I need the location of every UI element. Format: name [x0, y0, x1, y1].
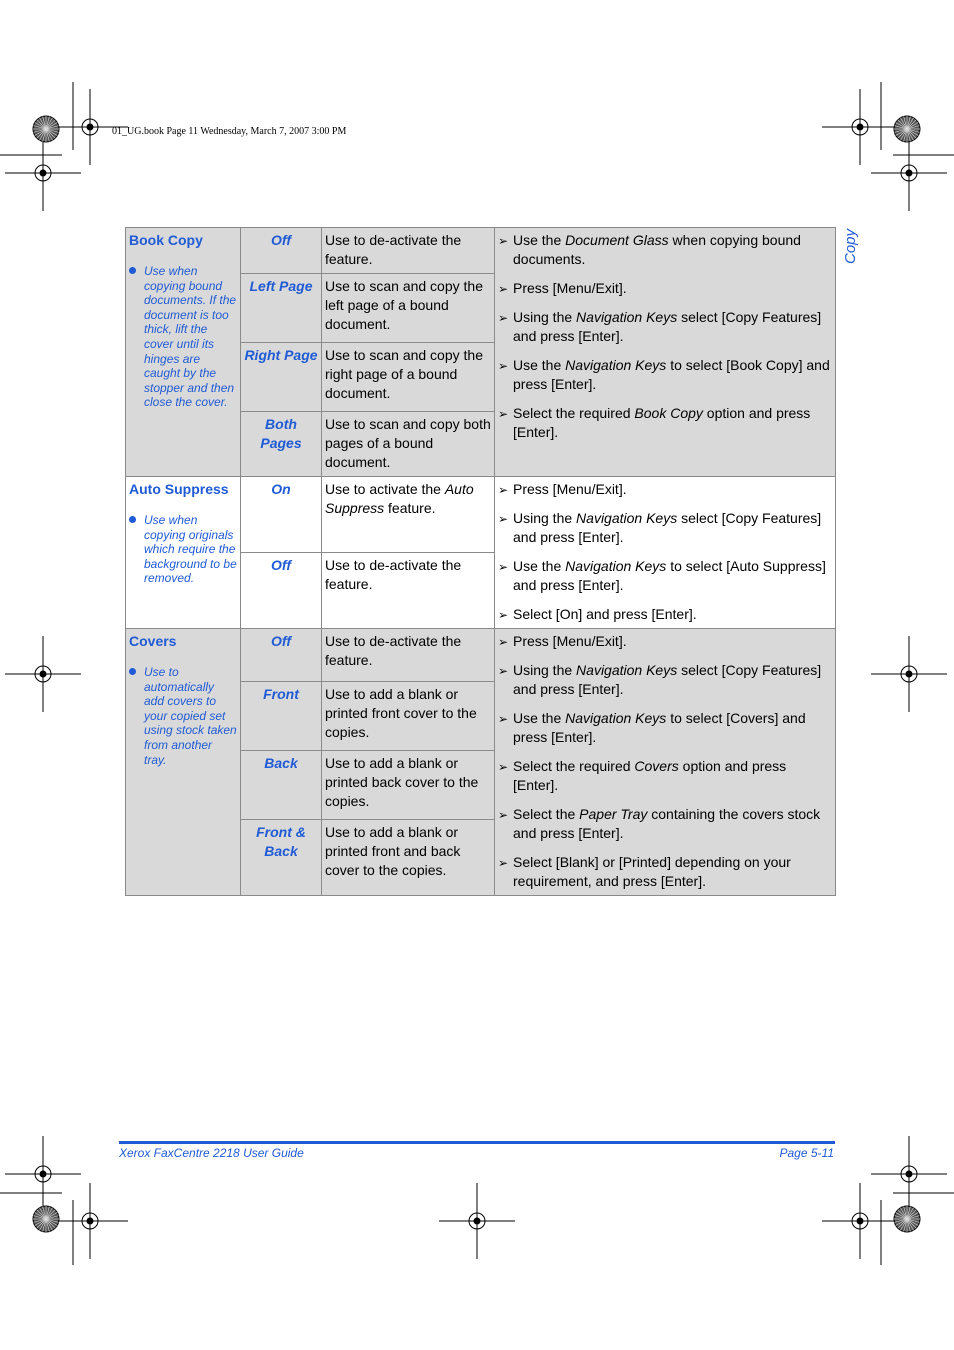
- option-label: Both Pages: [241, 412, 322, 477]
- crosshair-icon: [871, 135, 947, 211]
- feature-cell: [126, 477, 241, 629]
- bullet-icon: [129, 516, 136, 523]
- feature-title: Book Copy: [129, 232, 203, 248]
- crosshair-icon: [822, 1183, 898, 1259]
- footer-guide-title: Xerox FaxCentre 2218 User Guide: [119, 1146, 304, 1160]
- color-registration-icon: [33, 116, 59, 142]
- arrow-bullet-icon: ➢: [498, 282, 509, 296]
- crosshair-icon: [871, 636, 947, 712]
- step-item: ➢ Select the required Covers option and press [Enter].: [498, 758, 787, 793]
- arrow-bullet-icon: ➢: [498, 560, 509, 574]
- step-item: ➢ Use the Navigation Keys to select [Book Copy] and press [Enter].: [498, 357, 830, 392]
- arrow-bullet-icon: ➢: [498, 635, 509, 649]
- step-item: ➢ Using the Navigation Keys select [Copy Features] and press [Enter].: [498, 662, 822, 697]
- feature-cell: [126, 629, 241, 896]
- crosshair-icon: [5, 636, 81, 712]
- feature-note: [129, 513, 237, 586]
- option-label: Off: [241, 629, 322, 682]
- option-label: Front: [241, 682, 322, 751]
- step-item: ➢ Select [On] and press [Enter].: [498, 605, 832, 624]
- bullet-icon: [129, 668, 136, 675]
- color-registration-icon: [894, 116, 920, 142]
- feature-note: [129, 665, 237, 767]
- step-item: ➢ Use the Navigation Keys to select [Auto Suppress] and press [Enter].: [498, 558, 826, 593]
- option-label: Left Page: [241, 274, 322, 343]
- feature-note-text: Use when copying originals which require the background to be removed.: [144, 513, 237, 586]
- option-description: Use to scan and copy the right page of a bound document.: [322, 343, 495, 412]
- feature-cell: [126, 228, 241, 477]
- arrow-bullet-icon: ➢: [498, 856, 509, 870]
- option-label: Off: [241, 228, 322, 274]
- option-description: Use to de-activate the feature.: [322, 629, 495, 682]
- arrow-bullet-icon: ➢: [498, 234, 509, 248]
- footer-rule: [119, 1141, 835, 1144]
- step-item: ➢ Select the required Book Copy option and press [Enter].: [498, 405, 811, 440]
- step-item: ➢ Select the Paper Tray containing the covers stock and press [Enter].: [498, 806, 821, 841]
- step-item: ➢ Press [Menu/Exit].: [498, 480, 832, 499]
- side-tab-label: Copy: [842, 228, 859, 264]
- arrow-bullet-icon: ➢: [498, 712, 509, 726]
- step-item: ➢ Use the Document Glass when copying bound documents.: [498, 232, 801, 267]
- arrow-bullet-icon: ➢: [498, 407, 509, 421]
- crosshair-icon: [52, 1183, 128, 1259]
- crosshair-icon: [5, 1136, 81, 1212]
- crosshair-icon: [5, 135, 81, 211]
- step-item: ➢ Using the Navigation Keys select [Copy Features] and press [Enter].: [498, 309, 822, 344]
- option-description: Use to add a blank or printed back cover to the copies.: [322, 751, 495, 820]
- step-item: ➢ Press [Menu/Exit].: [498, 279, 832, 298]
- steps-cell: [495, 629, 836, 896]
- feature-title: Auto Suppress: [129, 481, 229, 497]
- arrow-bullet-icon: ➢: [498, 359, 509, 373]
- arrow-bullet-icon: ➢: [498, 760, 509, 774]
- option-label: Front & Back: [241, 820, 322, 896]
- steps-cell: [495, 228, 836, 477]
- arrow-bullet-icon: ➢: [498, 512, 509, 526]
- footer-page-number: Page 5-11: [779, 1146, 834, 1160]
- option-description: Use to scan and copy the left page of a bound document.: [322, 274, 495, 343]
- feature-note-text: Use to automatically add covers to your copied set using stock taken from another tray.: [144, 665, 237, 767]
- copy-features-table: [125, 227, 836, 896]
- crosshair-icon: [439, 1183, 515, 1259]
- option-label: On: [241, 477, 322, 553]
- step-item: ➢ Press [Menu/Exit].: [498, 632, 832, 651]
- option-description: Use to de-activate the feature.: [322, 553, 495, 629]
- arrow-bullet-icon: ➢: [498, 483, 509, 497]
- printer-slug: 01_UG.book Page 11 Wednesday, March 7, 2007 3:00 PM: [112, 126, 347, 137]
- crosshair-icon: [822, 89, 898, 165]
- feature-row-covers: [126, 629, 836, 682]
- feature-note-text: Use when copying bound documents. If the document is too thick, lift the cover until its hinges are caught by the stopper and then close the cover.: [144, 264, 237, 410]
- step-item: ➢ Using the Navigation Keys select [Copy Features] and press [Enter].: [498, 510, 822, 545]
- crosshair-icon: [871, 1136, 947, 1212]
- step-item: ➢ Select [Blank] or [Printed] depending on your requirement, and press [Enter].: [498, 854, 791, 889]
- feature-row-auto-suppress: [126, 477, 836, 553]
- option-label: Right Page: [241, 343, 322, 412]
- color-registration-icon: [894, 1206, 920, 1232]
- color-registration-icon: [33, 1206, 59, 1232]
- feature-title: Covers: [129, 633, 177, 649]
- option-label: Back: [241, 751, 322, 820]
- option-description: Use to activate the Auto Suppress feature.: [322, 477, 495, 553]
- arrow-bullet-icon: ➢: [498, 664, 509, 678]
- steps-cell: [495, 477, 836, 629]
- bullet-icon: [129, 267, 136, 274]
- arrow-bullet-icon: ➢: [498, 311, 509, 325]
- arrow-bullet-icon: ➢: [498, 808, 509, 822]
- section-side-tab: [840, 226, 870, 266]
- arrow-bullet-icon: ➢: [498, 608, 509, 622]
- option-label: Off: [241, 553, 322, 629]
- feature-note: [129, 264, 237, 410]
- feature-row-book-copy: [126, 228, 836, 274]
- option-description: Use to add a blank or printed front cover to the copies.: [322, 682, 495, 751]
- option-description: Use to de-activate the feature.: [322, 228, 495, 274]
- step-item: ➢ Use the Navigation Keys to select [Covers] and press [Enter].: [498, 710, 806, 745]
- option-description: Use to add a blank or printed front and back cover to the copies.: [322, 820, 495, 896]
- option-description: Use to scan and copy both pages of a bound document.: [322, 412, 495, 477]
